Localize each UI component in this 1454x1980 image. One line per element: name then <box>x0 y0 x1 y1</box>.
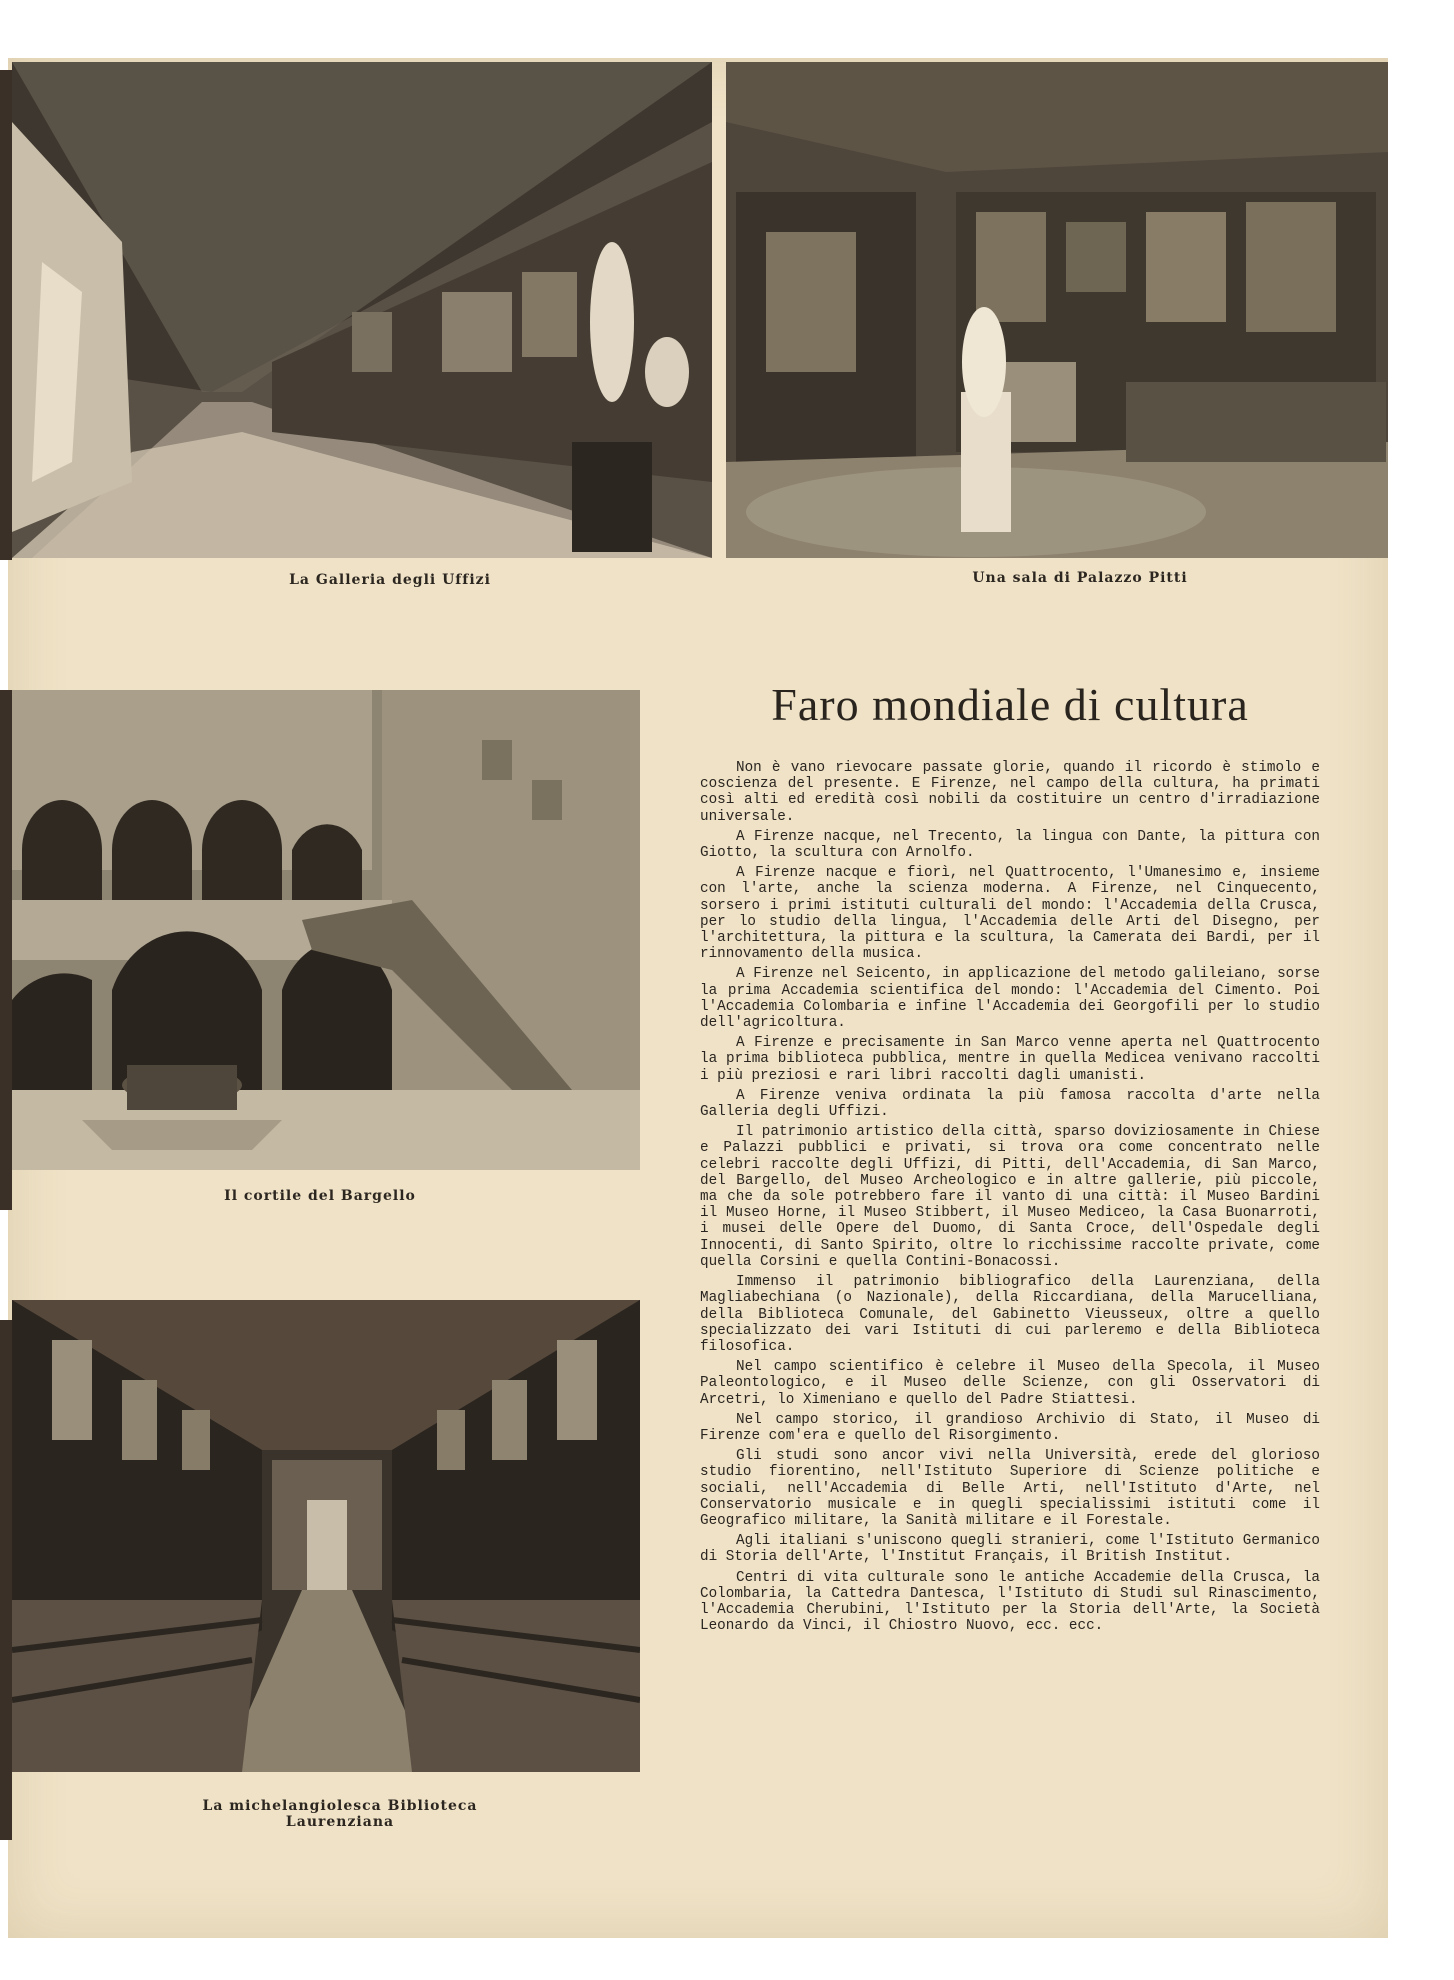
article-paragraph: Immenso il patrimonio bibliografico della Laurenziana, della Magliabechiana (o Nazionale), della Riccardiana, della Marucelliana, della Biblioteca Comunale, del Gabinetto Vieusseux, oltre a quello specializzato dei vari Istituti di cui parleremo e della Biblioteca filosofica. <box>700 1274 1320 1355</box>
photo-bargello-courtyard <box>12 690 640 1170</box>
article-paragraph: Centri di vita culturale sono le antiche Accademie della Crusca, la Colombaria, la Cattedra Dantesca, l'Istituto di Studi sul Rinascimento, l'Accademia Cherubini, l'Istituto per la Storia dell'Arte, la Società Leonardo da Vinci, il Chiostro Nuovo, ecc. ecc. <box>700 1569 1320 1635</box>
binding-edge <box>0 690 12 1210</box>
article-paragraph: A Firenze nacque, nel Trecento, la lingua con Dante, la pittura con Giotto, la scultura con Arnolfo. <box>700 828 1320 862</box>
article-paragraph: A Firenze e precisamente in San Marco venne aperta nel Quattrocento la prima biblioteca pubblica, mentre in quella Medicea venivano raccolti i più preziosi e rari libri raccolti dagli umanisti. <box>700 1035 1320 1084</box>
article-paragraph: Nel campo scientifico è celebre il Museo della Specola, il Museo Paleontologico, e il Museo delle Scienze, con gli Osservatori di Arcetri, lo Ximeniano e quello del Padre Stiattesi. <box>700 1359 1320 1408</box>
article-paragraph: A Firenze veniva ordinata la più famosa raccolta d'arte nella Galleria degli Uffizi. <box>700 1087 1320 1121</box>
caption-uffizi: La Galleria degli Uffizi <box>289 572 491 588</box>
article-paragraph: A Firenze nacque e fiorì, nel Quattrocento, l'Umanesimo e, insieme con l'arte, anche la scienza moderna. A Firenze, nel Cinquecento, sorsero i primi istituti culturali del mondo: l'Accademia della Crusca, per lo studio della lingua, l'Accademia delle Arti del Disegno, per l'architettura, la pittura e la scultura, la Camerata dei Bardi, per il rinnovamento della musica. <box>700 865 1320 963</box>
article-title: Faro mondiale di cultura <box>771 679 1249 730</box>
photo-biblioteca-laurenziana <box>12 1300 640 1772</box>
caption-bargello: Il cortile del Bargello <box>224 1188 416 1204</box>
article-paragraph: Gli studi sono ancor vivi nella Università, erede del glorioso studio fiorentino, nell'Istituto Superiore di Scienze politiche e sociali, nell'Accademia di Belle Arti, nell'Istituto d'Arte, nel Conservatorio musicale e in quegli specialissimi istituti come il Geografico militare, la Sanità militare e il Forestale. <box>700 1448 1320 1529</box>
article-paragraph: Agli italiani s'uniscono quegli stranieri, come l'Istituto Germanico di Storia dell'Arte, l'Institut Français, il British Institut. <box>700 1533 1320 1566</box>
caption-laurenziana: La michelangiolesca Biblioteca Laurenziana <box>202 1798 478 1830</box>
binding-edge <box>0 70 12 560</box>
photo-uffizi-gallery <box>12 62 712 558</box>
photo-palazzo-pitti <box>726 62 1388 558</box>
article-paragraph: Il patrimonio artistico della città, sparso doviziosamente in Chiese e Palazzi pubblici e privati, si trova ora come concentrato nelle celebri raccolte degli Uffizi, di Pitti, dell'Accademia, di San Marco, del Bargello, del Museo Archeologico e in altre gallerie, più piccole, ma che da sole potrebbero fare il vanto di una città: il Museo Bardini il Museo Horne, il Museo Stibbert, il Museo Mediceo, la Casa Buonarroti, i musei delle Opere del Duomo, di Santa Croce, dell'Ospedale degli Innocenti, di Santo Spirito, oltre lo ricchissime raccolte private, come quella Corsini e quella Contini-Bonacossi. <box>700 1124 1320 1270</box>
binding-edge <box>0 1320 12 1840</box>
caption-pitti: Una sala di Palazzo Pitti <box>972 570 1188 586</box>
article-body <box>700 760 1320 1638</box>
article-paragraph: Non è vano rievocare passate glorie, quando il ricordo è stimolo e coscienza del presente. E Firenze, nel campo della cultura, ha primati così alti ed eredità così nobili da costituire un centro d'irradiazione universale. <box>700 760 1320 825</box>
article-paragraph: Nel campo storico, il grandioso Archivio di Stato, il Museo di Firenze com'era e quello del Risorgimento. <box>700 1411 1320 1444</box>
article-paragraph: A Firenze nel Seicento, in applicazione del metodo galileiano, sorse la prima Accademia scientifica del mondo: l'Accademia del Cimento. Poi l'Accademia Colombaria e infine l'Accademia dei Georgofili per lo studio dell'agricoltura. <box>700 966 1320 1032</box>
